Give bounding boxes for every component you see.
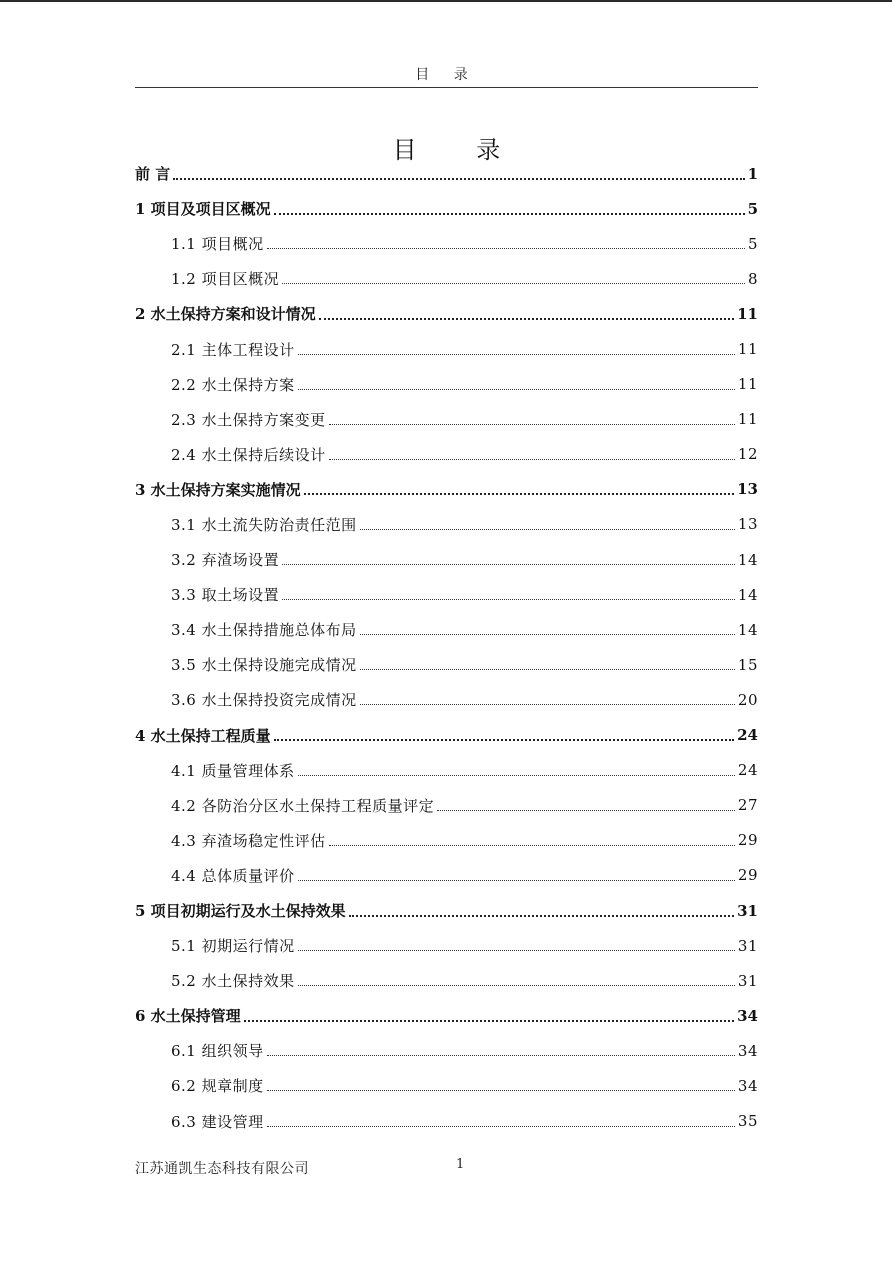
toc-entry[interactable]	[135, 682, 758, 717]
toc-entry-label: 2.1 主体工程设计	[171, 340, 295, 359]
toc-entry-page: 24	[737, 726, 758, 745]
toc-entry[interactable]	[135, 472, 758, 507]
toc-entry-label: 3.3 取土场设置	[171, 586, 280, 605]
toc-dot-leader	[244, 1020, 734, 1022]
toc-entry-label: 6.1 组织领导	[171, 1042, 264, 1061]
toc-entry[interactable]	[135, 647, 758, 682]
toc-entry-label: 5 项目初期运行及水土保持效果	[135, 902, 346, 921]
toc-dot-leader	[360, 634, 735, 635]
toc-entry[interactable]	[135, 1104, 758, 1139]
toc-dot-leader	[298, 880, 735, 881]
toc-entry[interactable]	[135, 893, 758, 928]
toc-entry[interactable]	[135, 437, 758, 472]
toc-entry-page: 34	[737, 1041, 758, 1060]
toc-entry-page: 24	[737, 761, 758, 780]
toc-dot-leader	[329, 424, 735, 425]
running-header: 目 录	[415, 67, 478, 83]
toc-dot-leader	[282, 564, 735, 565]
toc-entry-label: 4.1 质量管理体系	[171, 761, 295, 780]
toc-entry-label: 4.3 弃渣场稳定性评估	[171, 831, 326, 850]
toc-entry[interactable]	[135, 753, 758, 788]
toc-entry-page: 29	[737, 831, 758, 850]
toc-entry-page: 13	[737, 515, 758, 534]
header-rule	[135, 87, 758, 88]
toc-entry-page: 14	[737, 585, 758, 604]
toc-dot-leader	[329, 459, 735, 460]
toc-dot-leader	[360, 704, 735, 705]
toc-entry[interactable]	[135, 823, 758, 858]
toc-entry-label: 1.1 项目概况	[171, 235, 264, 254]
toc-entry-label: 4.2 各防治分区水土保持工程质量评定	[171, 796, 435, 815]
toc-entry-label: 前 言	[135, 165, 171, 184]
toc-entry[interactable]	[135, 998, 758, 1033]
toc-dot-leader	[298, 985, 735, 986]
toc-entry-page: 14	[737, 550, 758, 569]
toc-entry-page: 31	[737, 901, 758, 920]
toc-entry[interactable]	[135, 191, 758, 226]
toc-entry-page: 31	[737, 971, 758, 990]
toc-entry-label: 3.4 水土保持措施总体布局	[171, 621, 357, 640]
toc-entry-label: 1.2 项目区概况	[171, 270, 280, 289]
toc-dot-leader	[298, 950, 735, 951]
toc-entry-page: 11	[737, 304, 758, 323]
toc-entry-page: 5	[747, 199, 758, 218]
toc-entry-page: 20	[737, 690, 758, 709]
toc-dot-leader	[319, 318, 734, 320]
toc-entry[interactable]	[135, 261, 758, 296]
toc-entry-label: 1 项目及项目区概况	[135, 200, 271, 219]
toc-entry-page: 29	[737, 866, 758, 885]
toc-entry[interactable]	[135, 963, 758, 998]
toc-dot-leader	[304, 493, 734, 495]
toc-dot-leader	[173, 178, 744, 180]
toc-entry-page: 12	[737, 445, 758, 464]
toc-dot-leader	[282, 599, 735, 600]
toc-title: 目 录	[392, 136, 527, 165]
toc-entry-label: 3.6 水土保持投资完成情况	[171, 691, 357, 710]
toc-dot-leader	[274, 213, 745, 215]
toc-entry[interactable]	[135, 156, 758, 191]
toc-entry-page: 11	[737, 340, 758, 359]
toc-entry-label: 2.4 水土保持后续设计	[171, 445, 326, 464]
toc-entry-label: 2.2 水土保持方案	[171, 375, 295, 394]
toc-entry-label: 3.5 水土保持设施完成情况	[171, 656, 357, 675]
toc-entry-label: 3.2 弃渣场设置	[171, 551, 280, 570]
toc-entry[interactable]	[135, 858, 758, 893]
toc-entry[interactable]	[135, 612, 758, 647]
toc-entry-label: 5.2 水土保持效果	[171, 972, 295, 991]
toc-entry[interactable]	[135, 718, 758, 753]
toc-dot-leader	[298, 775, 735, 776]
toc-dot-leader	[267, 1055, 735, 1056]
toc-entry[interactable]	[135, 542, 758, 577]
table-of-contents	[135, 156, 758, 1139]
toc-entry-label: 5.1 初期运行情况	[171, 937, 295, 956]
top-border	[0, 0, 892, 2]
toc-entry[interactable]	[135, 1068, 758, 1103]
toc-entry-page: 1	[747, 164, 758, 183]
toc-entry[interactable]	[135, 1033, 758, 1068]
toc-dot-leader	[298, 389, 735, 390]
toc-entry-page: 11	[737, 375, 758, 394]
toc-entry-page: 27	[737, 796, 758, 815]
toc-entry[interactable]	[135, 788, 758, 823]
toc-entry[interactable]	[135, 577, 758, 612]
toc-entry-label: 6.2 规章制度	[171, 1077, 264, 1096]
toc-entry-page: 5	[747, 234, 758, 253]
toc-entry[interactable]	[135, 402, 758, 437]
toc-entry-page: 15	[737, 655, 758, 674]
toc-entry-page: 11	[737, 410, 758, 429]
toc-entry-label: 2 水土保持方案和设计情况	[135, 305, 316, 324]
toc-entry-label: 4 水土保持工程质量	[135, 726, 271, 745]
toc-entry[interactable]	[135, 928, 758, 963]
toc-entry-page: 34	[737, 1076, 758, 1095]
toc-dot-leader	[349, 915, 734, 917]
toc-entry-page: 8	[747, 269, 758, 288]
toc-entry-label: 2.3 水土保持方案变更	[171, 410, 326, 429]
toc-entry-page: 34	[737, 1006, 758, 1025]
toc-dot-leader	[360, 529, 735, 530]
toc-entry[interactable]	[135, 367, 758, 402]
toc-dot-leader	[282, 283, 745, 284]
toc-entry-label: 3 水土保持方案实施情况	[135, 480, 301, 499]
toc-entry[interactable]	[135, 331, 758, 366]
toc-dot-leader	[267, 1090, 735, 1091]
toc-entry-page: 13	[737, 480, 758, 499]
toc-entry-page: 35	[737, 1112, 758, 1131]
toc-entry-label: 6 水土保持管理	[135, 1007, 241, 1026]
toc-dot-leader	[267, 248, 745, 249]
toc-entry-label: 6.3 建设管理	[171, 1112, 264, 1131]
footer-company: 江苏通凯生态科技有限公司	[135, 1161, 309, 1177]
toc-dot-leader	[274, 739, 734, 741]
toc-dot-leader	[298, 354, 735, 355]
toc-entry-label: 4.4 总体质量评价	[171, 866, 295, 885]
toc-entry-label: 3.1 水土流失防治责任范围	[171, 515, 357, 534]
toc-entry[interactable]	[135, 226, 758, 261]
toc-entry-page: 14	[737, 620, 758, 639]
toc-dot-leader	[360, 669, 735, 670]
footer-page-number: 1	[456, 1157, 465, 1172]
toc-dot-leader	[437, 810, 735, 811]
toc-entry[interactable]	[135, 507, 758, 542]
toc-entry-page: 31	[737, 936, 758, 955]
toc-dot-leader	[329, 845, 735, 846]
toc-entry[interactable]	[135, 296, 758, 331]
toc-dot-leader	[267, 1126, 735, 1127]
